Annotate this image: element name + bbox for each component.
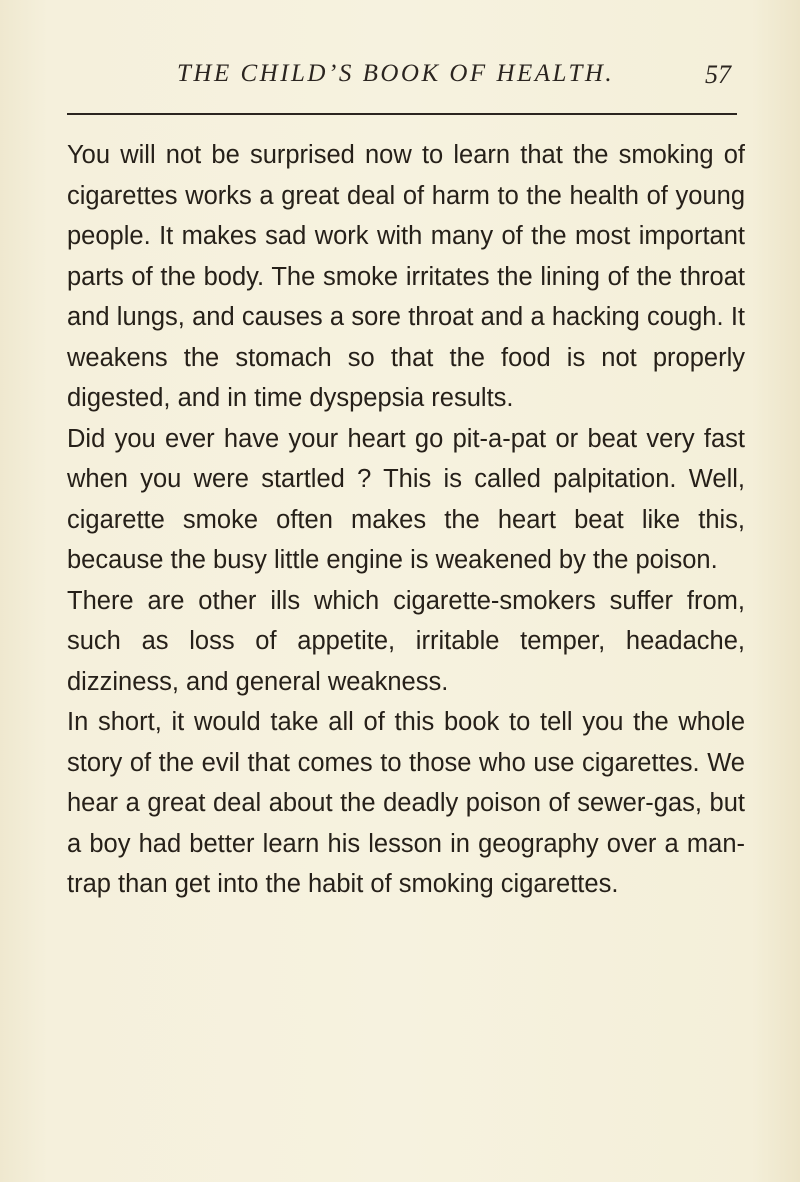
paragraph-palpitation: Did you ever have your heart go pit-a-pat or beat very fast when you were startled ? This is called palpitation. Well, cigarette smoke often makes the heart beat like this, because the busy little engine is weakened by the poison.: [67, 424, 745, 574]
paragraph-cigarettes-harm: You will not be surprised now to learn that the smoking of cigarettes works a great deal of harm to the health of young people. It makes sad work with many of the most important parts of the body. The smoke irritates the lining of the throat and lungs, and causes a sore throat and a hacking cough. It weakens the stomach so that the food is not properly digested, and in time dyspepsia results.: [67, 141, 745, 412]
paragraph-in-short: In short, it would take all of this book to tell you the whole story of the evil that comes to those who use cigarettes. We hear a great deal about the deadly poison of sewer-gas, but a boy had better learn his lesson in geography over a man-trap than get into the habit of smoking cigarettes.: [67, 708, 745, 898]
running-head: [67, 60, 737, 94]
paragraph-other-ills: There are other ills which cigarette-smokers suffer from, such as loss of appetite, irritable temper, headache, dizziness, and general weakness.: [67, 586, 745, 696]
header-rule: [67, 113, 737, 115]
page-number: 57: [705, 60, 731, 89]
body-text: [67, 135, 745, 905]
running-head-title: THE CHILD’S BOOK OF HEALTH.: [177, 60, 615, 87]
